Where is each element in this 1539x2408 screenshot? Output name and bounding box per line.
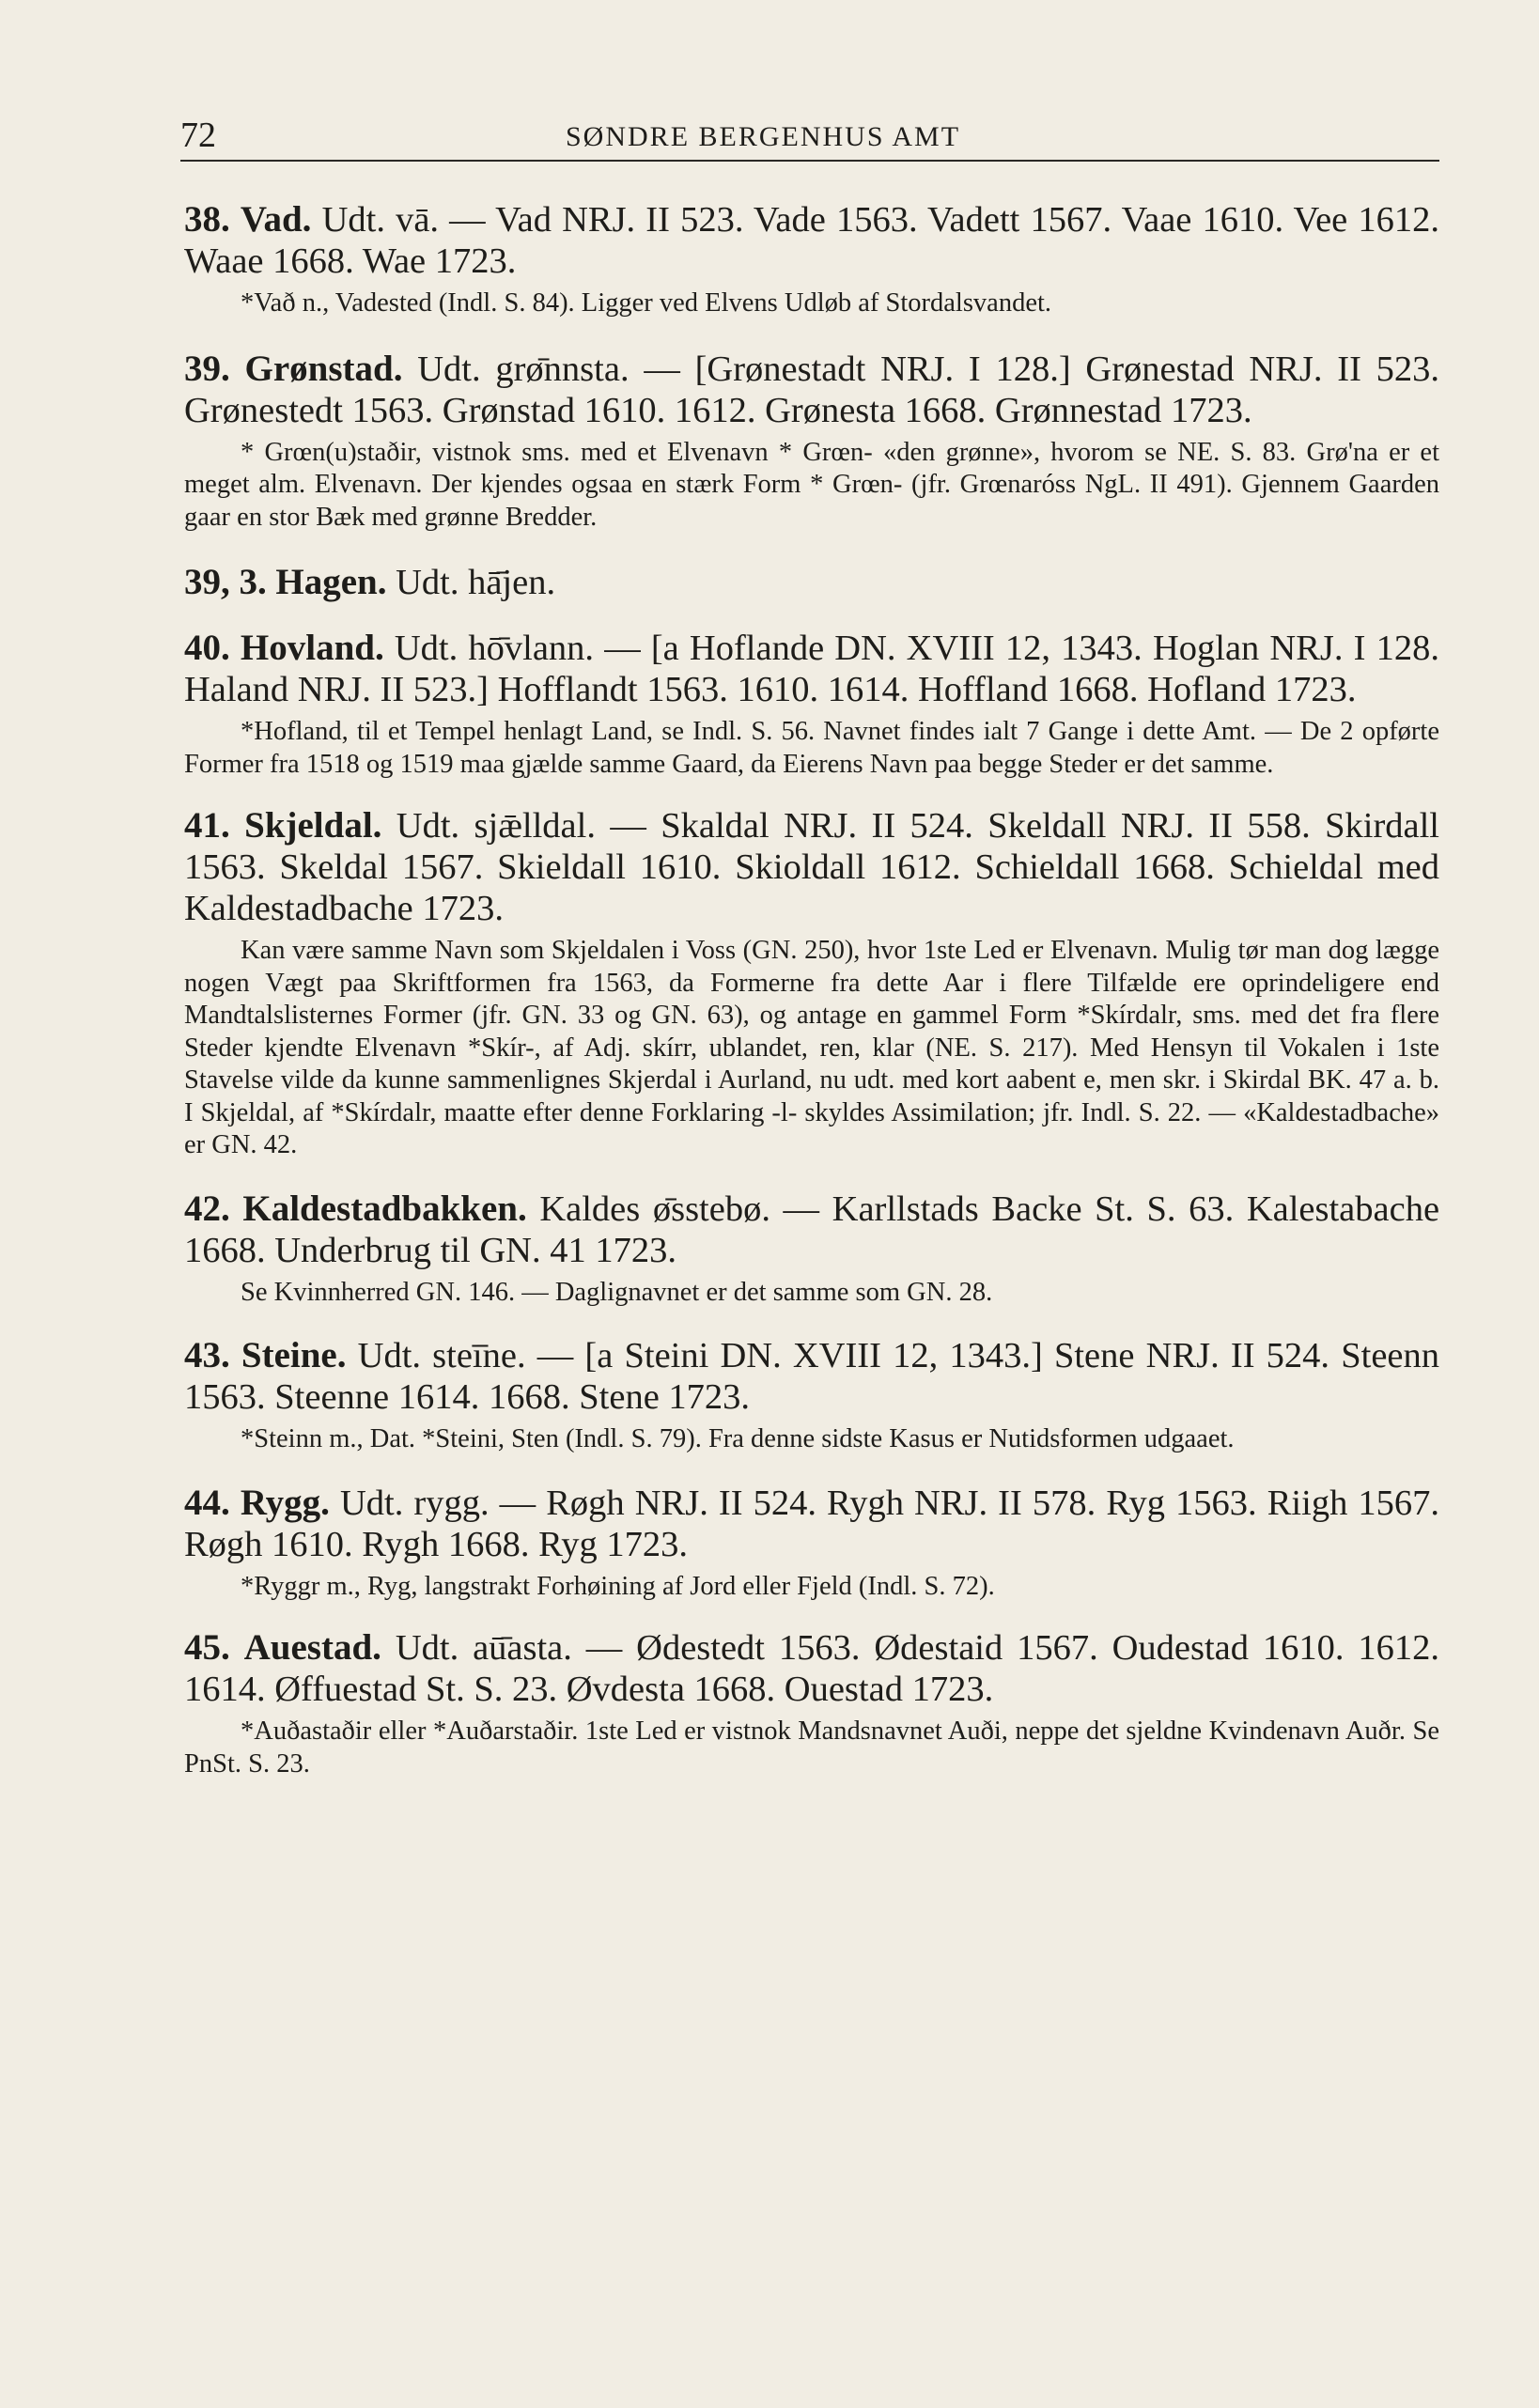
entry-number: 39, 3. [184, 562, 267, 602]
entry-38 [184, 199, 1439, 320]
entry-39 [184, 349, 1439, 535]
entry-note: *Steinn m., Dat. *Steini, Sten (Indl. S. 79). Fra denne sidste Kasus er Nutidsformen udgaaet. [241, 1424, 1235, 1453]
entry-main [184, 1627, 1439, 1710]
entry-text: Udt. aū̄asta. — Ødestedt 1563. Ødestaid 1567. Oudestad 1610. 1612. 1614. Øffuestad St. S. 23. Øvdesta 1668. Ouestad 1723. [184, 1628, 1440, 1709]
entry-headword: Vad. [240, 199, 312, 240]
entry-main [184, 628, 1439, 710]
entry-headword: Hagen. [275, 562, 387, 602]
entry-number: 42. [184, 1188, 230, 1229]
entry-44 [184, 1483, 1439, 1604]
entry-headword: Rygg. [240, 1482, 330, 1523]
entry-text: Kaldes ø̄sstebø. — Karllstads Backe St. S. 63. Kalestabache 1668. Underbrug til GN. 41 1723. [184, 1188, 1440, 1270]
page-body [184, 199, 1439, 1780]
entry-41 [184, 805, 1439, 1162]
entry-headword: Kaldestadbakken. [242, 1188, 527, 1229]
entry-number: 44. [184, 1482, 230, 1523]
entry-39-3 [184, 562, 1439, 603]
entry-note: * Grœn(u)staðir, vistnok sms. med et Elvenavn * Grœn- «den grønne», hvorom se NE. S. 83. Grø'na er et meget alm. Elvenavn. Der kjendes ogsaa en stærk Form * Grœn- (jfr. Grœnaróss NgL. II 491). Gjennem Gaarden gaar en stor Bæk med grønne Bredder. [184, 437, 1439, 532]
entry-main [184, 199, 1439, 282]
entry-text: Udt. vā. — Vad NRJ. II 523. Vade 1563. Vadett 1567. Vaae 1610. Vee 1612. Waae 1668. Wae 1723. [184, 200, 1440, 281]
entry-main [184, 805, 1439, 929]
page-number: 72 [180, 116, 216, 155]
entry-number: 43. [184, 1335, 230, 1375]
entry-headword: Grønstad. [244, 348, 403, 389]
entry-42 [184, 1188, 1439, 1310]
entry-headword: Steine. [241, 1335, 347, 1375]
entry-number: 45. [184, 1627, 230, 1668]
entry-main [184, 1335, 1439, 1418]
entry-main [184, 1188, 1439, 1271]
entry-number: 41. [184, 805, 230, 846]
entry-40 [184, 628, 1439, 781]
running-head: SØNDRE BERGENHUS AMT [566, 121, 961, 152]
entry-text: Udt. sjǣlldal. — Skaldal NRJ. II 524. Skeldall NRJ. II 558. Skirdall 1563. Skeldal 1567. Skieldall 1610. Skioldall 1612. Schieldall 1668. Schieldal med Kaldestadbache 1723. [184, 806, 1439, 928]
entry-main [184, 562, 1439, 603]
entry-note: *Vað n., Vadested (Indl. S. 84). Ligger ved Elvens Udløb af Stordalsvandet. [241, 288, 1052, 318]
entry-note: *Hofland, til et Tempel henlagt Land, se Indl. S. 56. Navnet findes ialt 7 Gange i dette Amt. — De 2 opførte Former fra 1518 og 1519 maa gjælde samme Gaard, da Eierens Navn paa begge Steder er det samme. [184, 717, 1439, 779]
entry-43 [184, 1335, 1439, 1456]
entry-headword: Hovland. [240, 628, 384, 668]
entry-note: Kan være samme Navn som Skjeldalen i Voss (GN. 250), hvor 1ste Led er Elvenavn. Mulig tør man dog lægge nogen Vægt paa Skriftformen fra 1563, da Formerne fra dette Aar i flere Tilfælde ere oprindeligere end Mandtalslisternes Former (jfr. GN. 33 og GN. 63), og antage en gammel Form *Skírdalr, sms. med det fra flere Steder kjendte Elvenavn *Skír-, af Adj. skírr, ublandet, ren, klar (NE. S. 217). Med Hensyn til Vokalen i 1ste Stavelse vilde da kunne sammenlignes Skjerdal i Aurland, nu udt. med kort aabent e, men skr. i Skirdal BK. 47 a. b. I Skjeldal, af *Skírdalr, maatte efter denne Forklaring -l- skyldes Assimilation; jfr. Indl. S. 22. — «Kaldestadbache» er GN. 42. [184, 936, 1439, 1159]
entry-note: *Auðastaðir eller *Auðarstaðir. 1ste Led er vistnok Mandsnavnet Auði, neppe det sjeldne Kvindenavn Auðr. Se PnSt. S. 23. [184, 1717, 1439, 1779]
entry-main [184, 349, 1439, 431]
entry-main [184, 1483, 1439, 1565]
entry-number: 40. [184, 628, 230, 668]
entry-text: Udt. grø̄nnsta. — [Grønestadt NRJ. I 128.] Grønestad NRJ. II 523. Grønestedt 1563. Grønstad 1610. 1612. Grønesta 1668. Grønnestad 1723. [184, 349, 1440, 430]
entry-note: Se Kvinnherred GN. 146. — Daglignavnet er det samme som GN. 28. [241, 1277, 993, 1307]
entry-text: Udt. steī̄ne. — [a Steini DN. XVIII 12, 1343.] Stene NRJ. II 524. Steenn 1563. Steenne 1614. 1668. Stene 1723. [184, 1336, 1439, 1417]
entry-text: Udt. rygg. — Røgh NRJ. II 524. Rygh NRJ. II 578. Ryg 1563. Riigh 1567. Røgh 1610. Rygh 1668. Ryg 1723. [184, 1483, 1440, 1564]
entry-note: *Ryggr m., Ryg, langstrakt Forhøining af Jord eller Fjeld (Indl. S. 72). [241, 1571, 995, 1601]
entry-headword: Auestad. [243, 1627, 381, 1668]
entry-headword: Skjeldal. [244, 805, 382, 846]
entry-45 [184, 1627, 1439, 1780]
entry-text: Udt. hō̄vlann. — [a Hoflande DN. XVIII 12, 1343. Hoglan NRJ. I 128. Haland NRJ. II 523.] Hofflandt 1563. 1610. 1614. Hoffland 1668. Hofland 1723. [184, 629, 1440, 709]
entry-number: 38. [184, 199, 230, 240]
entry-text: Udt. hā̄jen. [396, 563, 556, 602]
page-header [180, 111, 1439, 162]
entry-number: 39. [184, 348, 230, 389]
